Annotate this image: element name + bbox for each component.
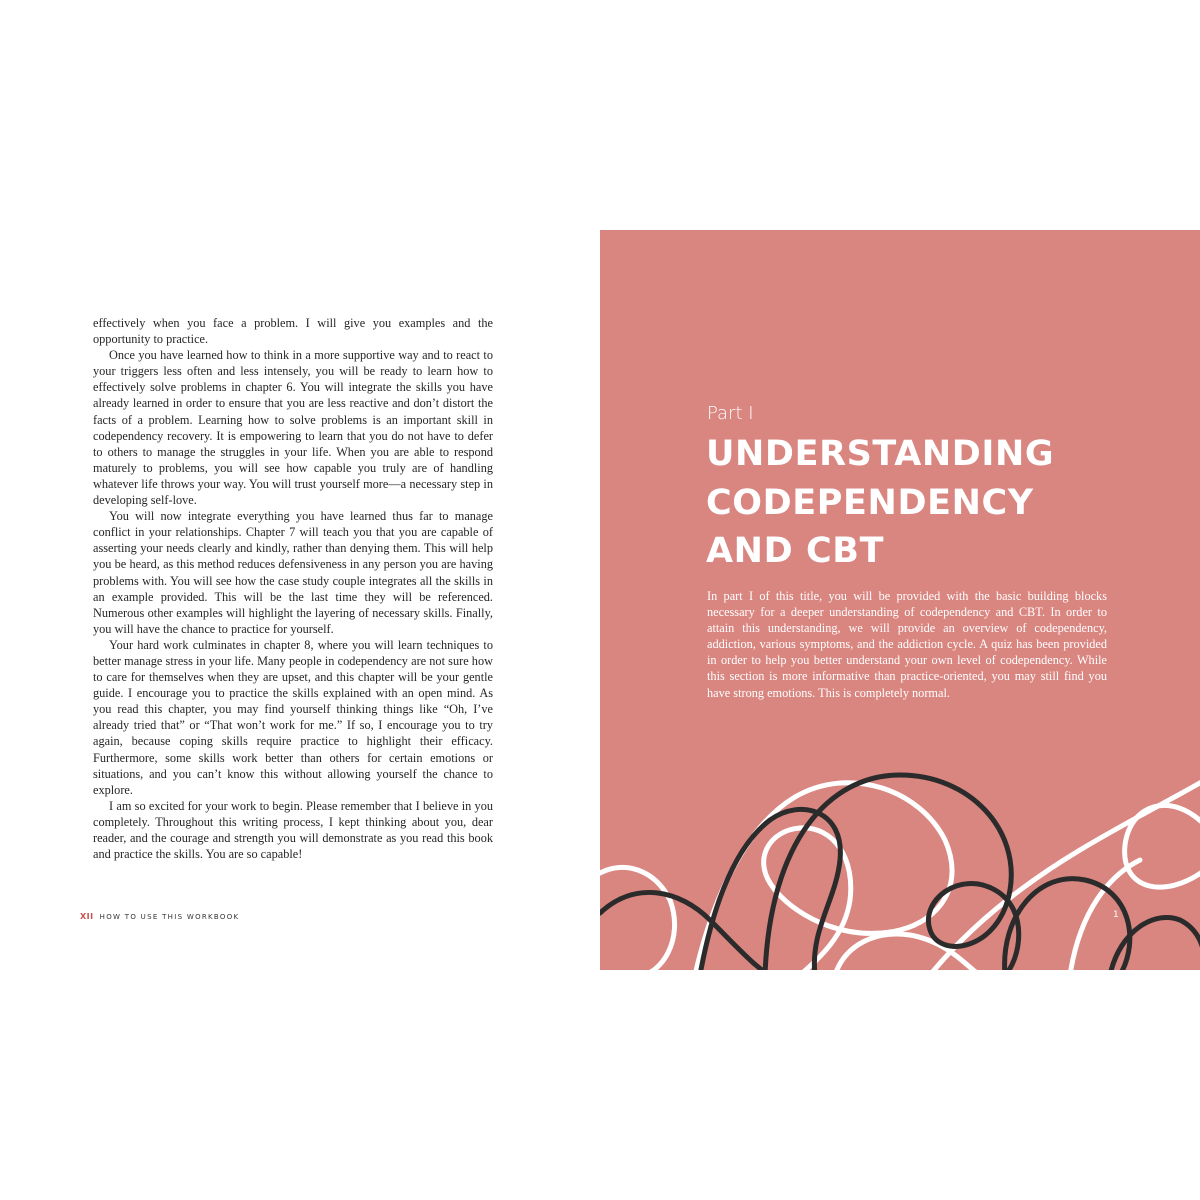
title-line-1: UNDERSTANDING	[706, 434, 1055, 474]
part-title	[706, 430, 1054, 576]
squiggle-dark-4	[1005, 879, 1130, 970]
paragraph-3: You will now integrate everything you have learned thus far to manage conflict in your relationships. Chapter 7 will teach you that you are capable of asserting your needs clearly and kindly, rather than denying them. This will help you be heard, as this method reduces defensiveness in any person you are having problems with. You will see how the case study couple integrates all the skills in an example provided. This will be the last time they will be referenced. Numerous other examples will highlight the layering of necessary skills. Finally, you will have the chance to practice for yourself.	[93, 509, 493, 636]
folio: XII	[80, 912, 94, 921]
title-line-3: AND CBT	[706, 531, 885, 571]
paragraph-4: Your hard work culminates in chapter 8, where you will learn techniques to better manage stress in your life. Many people in codependency are not sure how to care for themselves when they are upset, and this chapter will be your gentle guide. I encourage you to practice the skills explained with an open mind. As you read this chapter, you may find yourself thinking things like “Oh, I’ve already tried that” or “That won’t work for me.” If so, I encourage you to try again, because coping skills require practice to highlight their efficacy. Furthermore, some skills work better than others for certain emotions or situations, and you can’t know this without allowing yourself the chance to explore.	[93, 637, 493, 797]
left-page	[0, 230, 600, 970]
squiggle-white-3	[835, 934, 980, 970]
squiggle-white-5	[1125, 805, 1200, 887]
right-page	[600, 230, 1200, 970]
paragraph-1: effectively when you face a problem. I will give you examples and the opportunity to practice.	[93, 316, 493, 347]
running-head: HOW TO USE THIS WORKBOOK	[99, 913, 240, 921]
title-line-2: CODEPENDENCY	[706, 482, 1034, 523]
squiggle-dark-3	[765, 775, 1019, 970]
page-number: 1	[1113, 910, 1119, 920]
squiggle-white-1	[600, 867, 675, 970]
paragraph-2: Once you have learned how to think in a more supportive way and to react to your triggers less often and less intensely, you will be ready to learn how to effectively solve problems in chapter 6. You will integrate the skills you have already learned in order to ensure that you are less reactive and don’t distort the facts of a problem. Learning how to solve problems is an important skill in codependency recovery. It is empowering to learn that you do not have to defer to others to manage the struggles in your life. When you are able to respond maturely to problems, you will see how capable you truly are of handling whatever life throws your way. You will trust yourself more—a necessary step in developing self-love.	[93, 348, 493, 508]
squiggle-dark-1	[600, 892, 775, 970]
squiggle-dark-2	[700, 809, 840, 970]
part-label: Part I	[707, 403, 754, 424]
body-text	[93, 315, 493, 862]
page-footer	[80, 912, 239, 921]
part-intro: In part I of this title, you will be provided with the basic building blocks necessary for a deeper understanding of codependency and CBT. In order to attain this understanding, we will provide an overview of codependency, addiction, various symptoms, and the addiction cycle. A quiz has been provided in order to help you better understand your own level of codependency. While this section is more informative than practice-oriented, you may still find you have strong emotions. This is completely normal.	[707, 589, 1107, 700]
paragraph-5: I am so excited for your work to begin. Please remember that I believe in you completely. Throughout this writing process, I kept thinking about you, dear reader, and the courage and strength you will demonstrate as you read this book and practice the skills. You are so capable!	[93, 798, 493, 862]
